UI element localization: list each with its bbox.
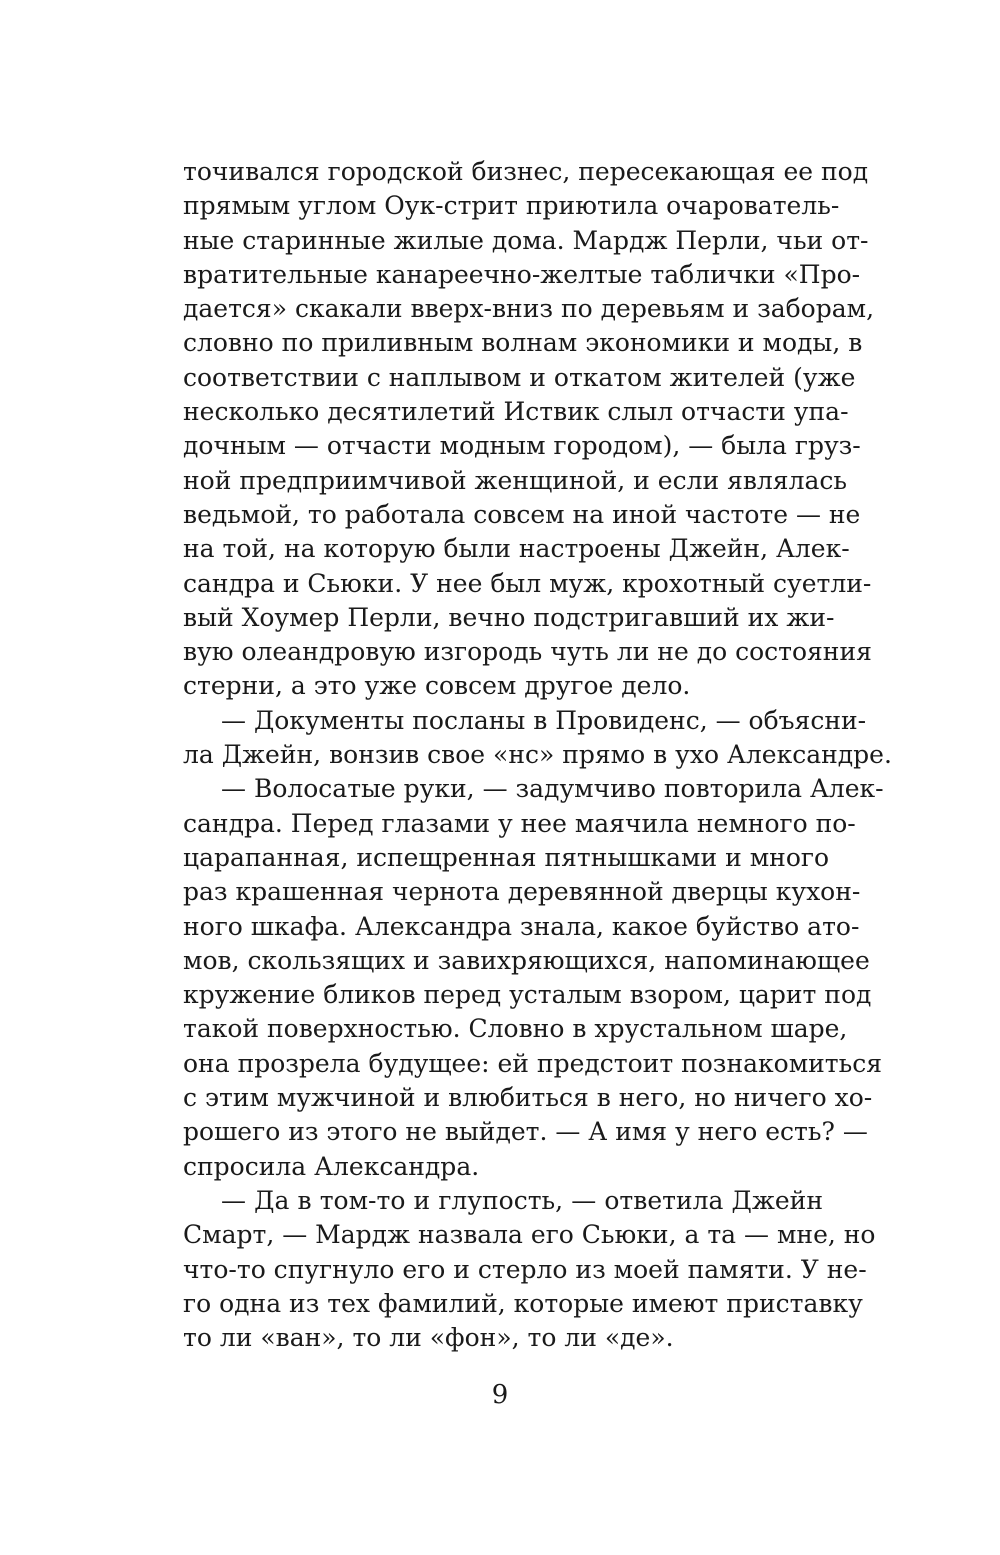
text-line: вратительные канареечно-желтые таблички «Про- (183, 259, 861, 289)
text-line: такой поверхностью. Словно в хрустальном шаре, (183, 1014, 848, 1044)
text-line: несколько десятилетий Иствик слыл отчасти упа- (183, 397, 849, 427)
body-text (183, 155, 892, 1355)
text-line: спросила Александра. (183, 1151, 480, 1181)
text-line: с этим мужчиной и влюбиться в него, но ничего хо- (183, 1083, 873, 1113)
text-line: — Документы посланы в Провиденс, — объясни- (221, 705, 867, 735)
text-line: что-то спугнуло его и стерло из моей памяти. У не- (183, 1254, 867, 1284)
text-line: то ли «ван», то ли «фон», то ли «де». (183, 1323, 674, 1353)
text-line: вую олеандровую изгородь чуть ли не до состояния (183, 637, 872, 667)
text-line: словно по приливным волнам экономики и моды, в (183, 328, 863, 358)
text-line: ной предприимчивой женщиной, и если являлась (183, 465, 847, 495)
text-line: го одна из тех фамилий, которые имеют приставку (183, 1288, 863, 1318)
text-line: дочным — отчасти модным городом), — была груз- (183, 431, 861, 461)
text-line: рошего из этого не выйдет. — А имя у него есть? — (183, 1117, 868, 1147)
text-line: мов, скользящих и завихряющихся, напоминающее (183, 945, 870, 975)
text-line: — Волосатые руки, — задумчиво повторила Алек- (221, 774, 884, 804)
text-line: Смарт, — Мардж назвала его Сьюки, а та — мне, но (183, 1220, 876, 1250)
text-line: царапанная, испещренная пятнышками и много (183, 842, 830, 872)
text-line: раз крашенная чернота деревянной дверцы кухон- (183, 877, 861, 907)
text-line: ные старинные жилые дома. Мардж Перли, чьи от- (183, 225, 869, 255)
text-line: точивался городской бизнес, пересекающая ее под (183, 157, 869, 186)
text-line: ла Джейн, вонзив свое «нс» прямо в ухо Александре. (183, 740, 892, 770)
text-line: ведьмой, то работала совсем на иной частоте — не (183, 499, 861, 529)
text-line: дается» скакали вверх-вниз по деревьям и заборам, (183, 294, 875, 324)
text-line: соответствии с наплывом и откатом жителей (уже (183, 362, 856, 392)
text-line: вый Хоумер Перли, вечно подстригавший их жи- (183, 602, 835, 632)
text-line: стерни, а это уже совсем другое дело. (183, 671, 691, 701)
text-line: сандра. Перед глазами у нее маячила немного по- (183, 808, 856, 838)
text-line: прямым углом Оук-стрит приютила очарователь- (183, 191, 840, 221)
text-line: — Да в том-то и глупость, — ответила Джейн (221, 1185, 823, 1215)
text-line: кружение бликов перед усталым взором, царит под (183, 980, 872, 1010)
text-line: она прозрела будущее: ей предстоит познакомиться (183, 1048, 883, 1078)
page-number: 9 (491, 1380, 509, 1410)
text-line: сандра и Сьюки. У нее был муж, крохотный суетли- (183, 568, 872, 598)
text-line: ного шкафа. Александра знала, какое буйство ато- (183, 911, 860, 941)
text-line: на той, на которую были настроены Джейн, Алек- (183, 534, 850, 564)
